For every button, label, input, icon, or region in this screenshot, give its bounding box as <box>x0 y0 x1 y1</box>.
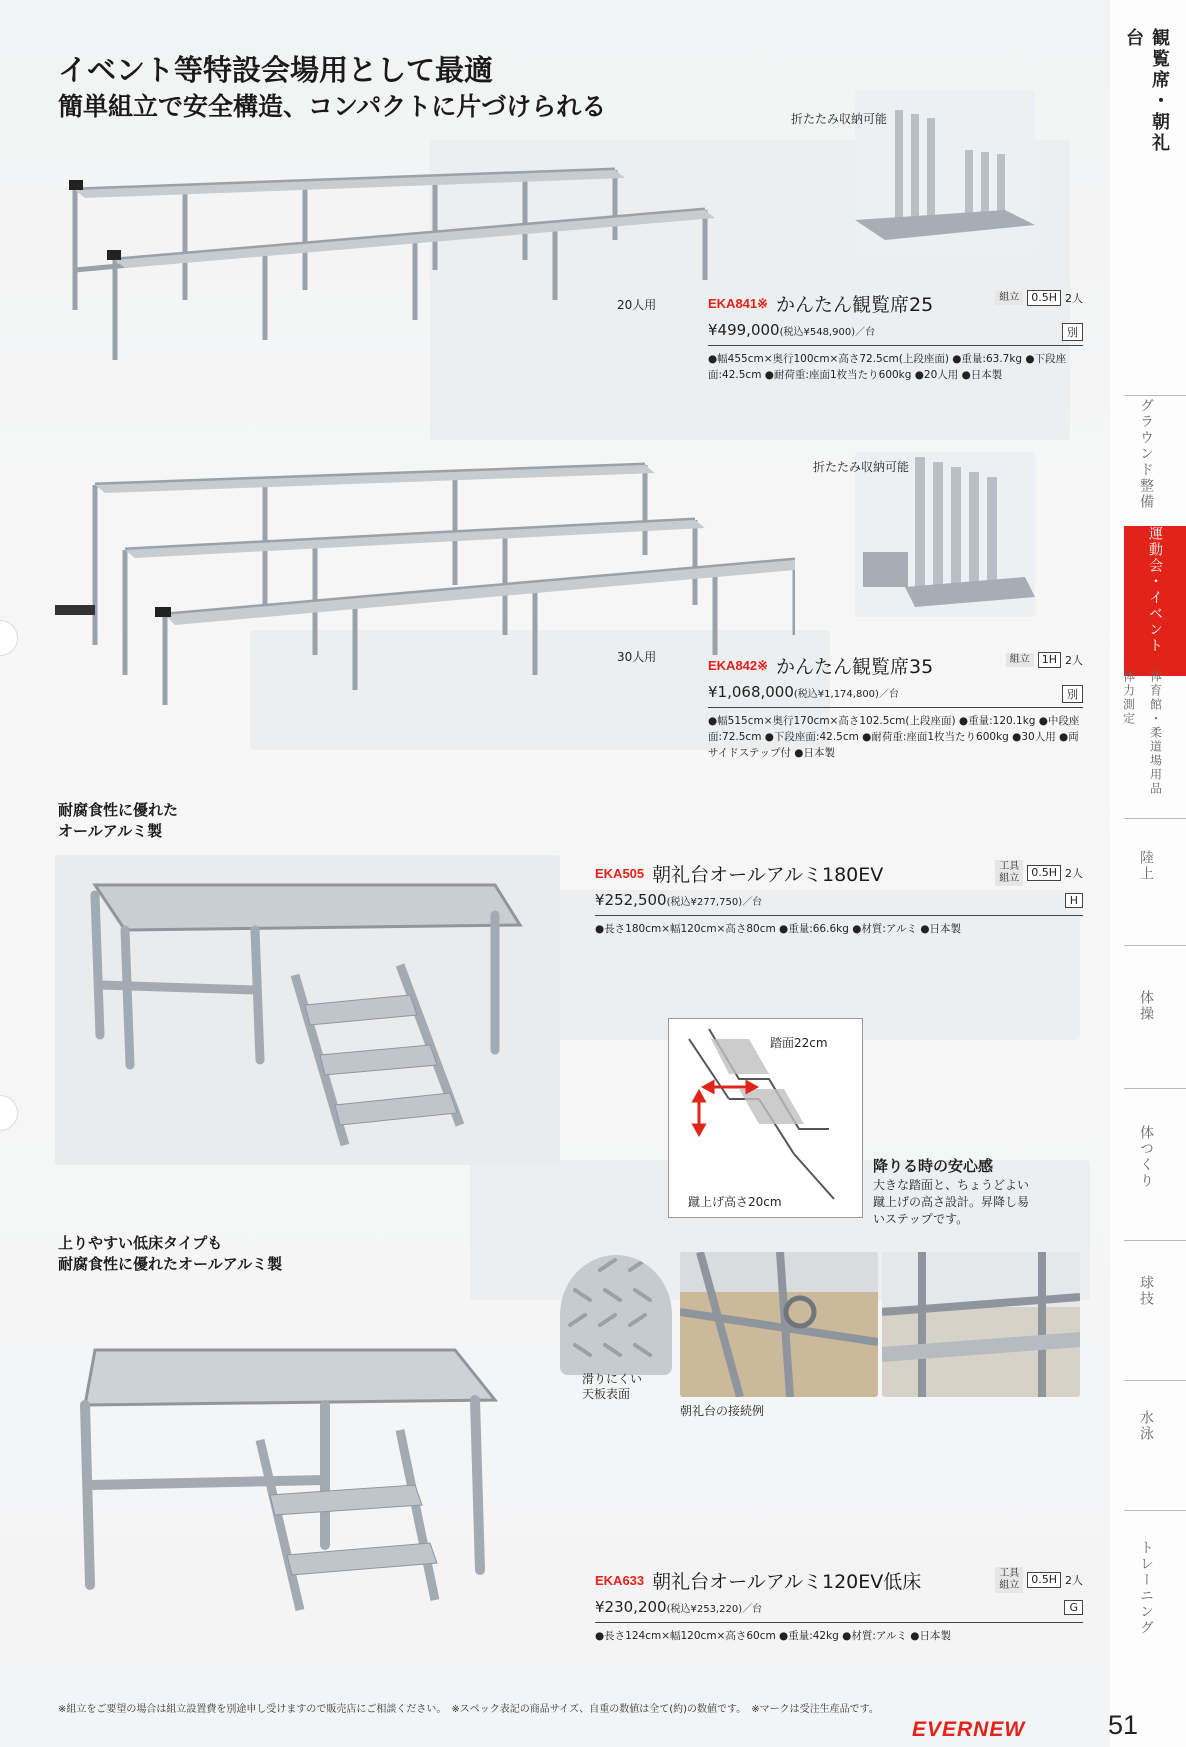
headline-sub: 簡単組立で安全構造、コンパクトに片づけられる <box>58 92 607 121</box>
assembly-people: 2人 <box>1065 867 1083 880</box>
product-name: かんたん観覧席35 <box>776 656 934 678</box>
folded-bleacher-35-photo <box>855 452 1035 617</box>
feature-all-aluminum: 耐腐食性に優れた オールアルミ製 <box>58 801 179 840</box>
evernew-logo: EVERNEW <box>912 1718 1026 1741</box>
checker-pattern <box>560 1255 672 1375</box>
tax-price: (税込¥253,220)／台 <box>666 1604 763 1615</box>
product-eka841 <box>708 290 1083 383</box>
product-price: ¥230,200 <box>595 1598 667 1616</box>
tab-track-field[interactable]: 陸上 <box>1138 850 1154 882</box>
product-price: ¥252,500 <box>595 891 667 909</box>
shipping-code: G <box>1064 1600 1083 1615</box>
tab-training[interactable]: トレーニング <box>1138 1540 1154 1636</box>
tread-callout: 踏面22cm <box>770 1036 828 1050</box>
product-name: 朝礼台オールアルミ180EV <box>652 864 884 886</box>
tab-swimming[interactable]: 水泳 <box>1138 1410 1154 1442</box>
product-name: かんたん観覧席25 <box>776 294 934 316</box>
made-to-order-mark: ※ <box>757 295 769 311</box>
page-number: 51 <box>1108 1710 1139 1740</box>
index-sidebar <box>1110 0 1186 1747</box>
tax-price: (税込¥548,900)／台 <box>779 327 876 338</box>
safety-title: 降りる時の安心感 <box>873 1157 994 1175</box>
tab-gym-judo[interactable]: 体育館・柔道場用品 <box>1148 670 1163 796</box>
podium-180ev-illustration <box>55 855 560 1165</box>
tax-price: (税込¥1,174,800)／台 <box>793 689 899 700</box>
bleacher-25-illustration <box>55 150 758 380</box>
podium-180ev-photo <box>55 855 560 1165</box>
caption-fold-1: 折たたみ収納可能 <box>791 112 888 126</box>
assembly-tags <box>995 1567 1083 1593</box>
rise-callout: 蹴上げ高さ20cm <box>688 1195 782 1209</box>
tab-sports-day-events[interactable]: 運動会・イベント <box>1124 526 1186 676</box>
folded-frames-illustration-2 <box>855 452 1035 617</box>
caption-30-people: 30人用 <box>617 650 657 664</box>
headline-main: イベント等特設会場用として最適 <box>58 53 494 87</box>
assembly-time: 0.5H <box>1027 865 1061 881</box>
caption-fold-2: 折たたみ収納可能 <box>813 460 910 474</box>
podium-120ev-illustration <box>55 1325 540 1645</box>
step-dimension-diagram <box>668 1018 863 1218</box>
assembly-label: 工具 組立 <box>995 1567 1023 1593</box>
podium-120ev-photo <box>55 1325 540 1645</box>
assembly-label: 組立 <box>995 291 1023 305</box>
product-code: EKA633 <box>595 1573 645 1588</box>
connection-illustration-left <box>680 1252 878 1397</box>
product-price: ¥499,000 <box>708 321 780 339</box>
assembly-time: 0.5H <box>1027 1572 1061 1588</box>
assembly-label: 組立 <box>1006 653 1034 667</box>
caption-connection-example: 朝礼台の接続例 <box>680 1404 765 1418</box>
caption-slip-resistant: 滑りにくい 天板表面 <box>582 1372 643 1401</box>
product-code: EKA841 <box>708 296 758 311</box>
caption-20-people: 20人用 <box>617 298 657 312</box>
assembly-people: 2人 <box>1065 1574 1083 1587</box>
assembly-time: 0.5H <box>1027 290 1061 306</box>
tab-bleachers-podium[interactable]: 観覧席・朝礼台 <box>1123 28 1170 154</box>
assembly-label: 工具 組立 <box>995 860 1023 886</box>
product-code: EKA842 <box>708 658 758 673</box>
assembly-tags <box>995 860 1083 886</box>
checker-plate-photo <box>560 1255 672 1375</box>
product-spec: ●幅515cm×奥行170cm×高さ102.5cm(上段座面) ●重量:120.1kg ●中段座面:72.5cm ●下段座面:42.5cm ●耐荷重:座面1枚当たり600kg ●30人用 ●両サイドステップ付 ●日本製 <box>708 715 1080 759</box>
assembly-people: 2人 <box>1065 292 1083 305</box>
tax-price: (税込¥277,750)／台 <box>666 897 763 908</box>
connection-photo-left <box>680 1252 878 1397</box>
product-price: ¥1,068,000 <box>708 683 794 701</box>
product-eka505 <box>595 860 1083 937</box>
product-name: 朝礼台オールアルミ120EV低床 <box>652 1571 922 1593</box>
product-spec: ●幅455cm×奥行100cm×高さ72.5cm(上段座面) ●重量:63.7kg ●下段座面:42.5cm ●耐荷重:座面1枚当たり600kg ●20人用 ●日本製 <box>708 353 1067 381</box>
product-eka633 <box>595 1567 1083 1644</box>
bleacher-35-photo <box>55 445 795 715</box>
bleacher-35-illustration <box>55 445 795 715</box>
step-diagram-illustration <box>669 1019 864 1219</box>
footer-note: ※組立をご要望の場合は組立設置費を別途申し受けますので販売店にご相談ください。 ※スペック表記の商品サイズ、自重の数値は全て(約)の数値です。 ※マークは受注生産品です。 <box>58 1704 879 1715</box>
tab-ball-games[interactable]: 球技 <box>1138 1275 1154 1307</box>
headline <box>58 52 606 124</box>
shipping-code: 別 <box>1062 323 1083 341</box>
product-code: EKA505 <box>595 866 645 881</box>
feature-low-floor: 上りやすい低床タイプも 耐腐食性に優れたオールアルミ製 <box>58 1234 283 1273</box>
product-eka842 <box>708 652 1083 761</box>
shipping-code: 別 <box>1062 685 1083 703</box>
made-to-order-mark: ※ <box>757 657 769 673</box>
shipping-code: H <box>1065 893 1083 908</box>
product-spec: ●長さ180cm×幅120cm×高さ80cm ●重量:66.6kg ●材質:アルミ ●日本製 <box>595 923 961 935</box>
connection-illustration-right <box>882 1252 1080 1397</box>
tab-fitness-test[interactable]: 体力測定 <box>1121 670 1136 726</box>
bleacher-25-photo <box>55 150 758 380</box>
tab-gymnastics[interactable]: 体操 <box>1138 990 1154 1022</box>
product-spec: ●長さ124cm×幅120cm×高さ60cm ●重量:42kg ●材質:アルミ ●日本製 <box>595 1630 951 1642</box>
assembly-tags <box>1006 652 1083 668</box>
safety-body: 大きな踏面と、ちょうどよい蹴上げの高さ設計。昇降し易いステップです。 <box>873 1178 1030 1226</box>
tab-body-building[interactable]: 体つくり <box>1138 1125 1154 1189</box>
connection-photo-right <box>882 1252 1080 1397</box>
assembly-people: 2人 <box>1065 654 1083 667</box>
tab-ground-maintenance[interactable]: グラウンド整備 <box>1138 398 1154 510</box>
assembly-time: 1H <box>1038 652 1061 668</box>
assembly-tags <box>995 290 1083 306</box>
